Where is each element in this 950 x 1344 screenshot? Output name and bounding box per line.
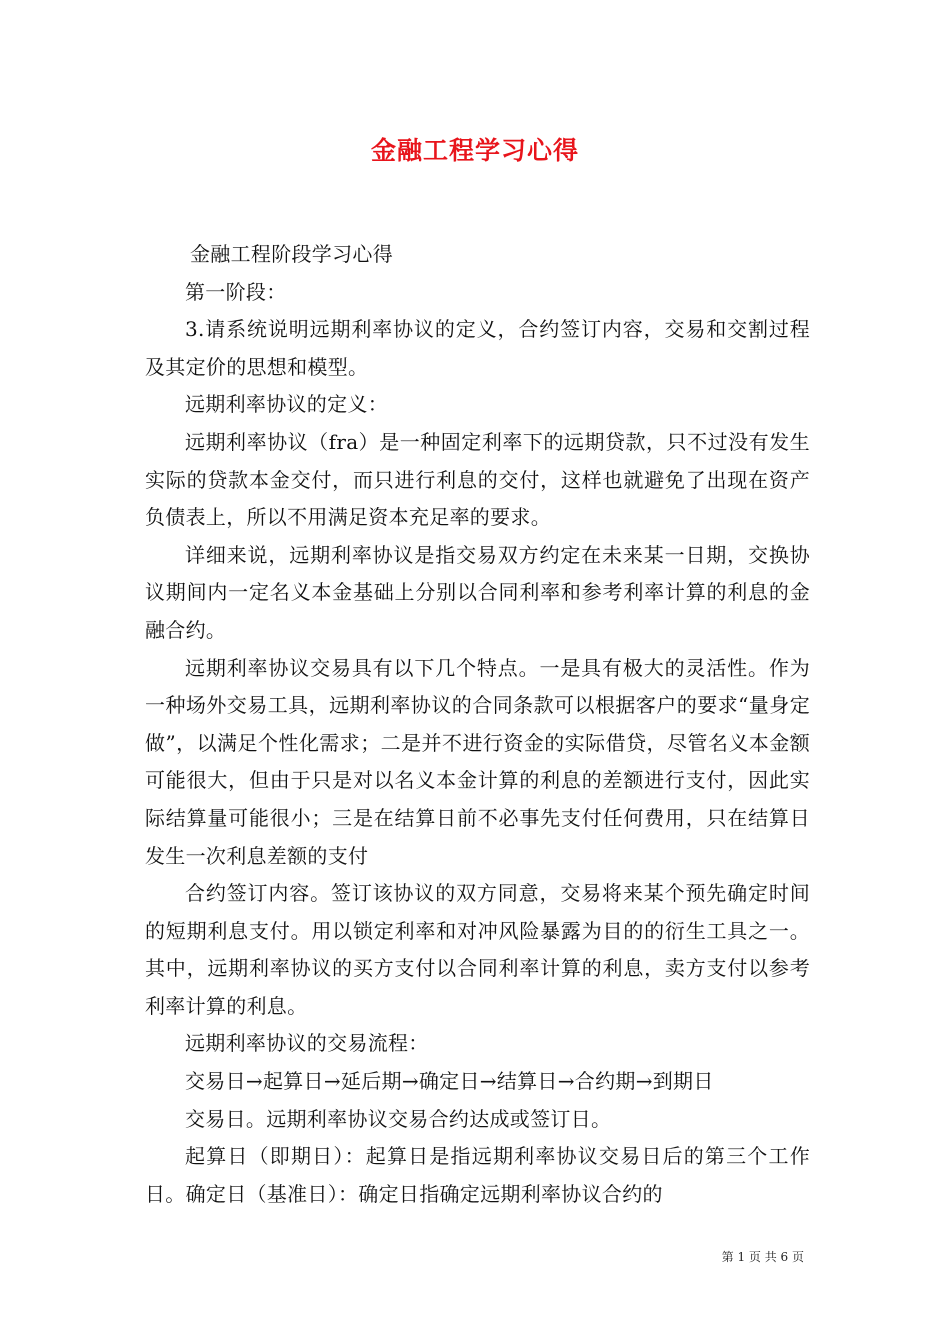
paragraph-features: 远期利率协议交易具有以下几个特点。一是具有极大的灵活性。作为一种场外交易工具，远期利率协议的合同条款可以根据客户的要求“量身定做”，以满足个性化需求；二是并不进行资金的实际借贷，尽管名义本金额可能很大，但由于只是对以名义本金计算的利息的差额进行支付，因此实际结算量可能很小；三是在结算日前不必事先支付任何费用，只在结算日发生一次利息差额的支付: [145, 655, 810, 868]
paragraph-definition: 远期利率协议（fra）是一种固定利率下的远期贷款，只不过没有发生实际的贷款本金交付，而只进行利息的交付，这样也就避免了出现在资产负债表上，所以不用满足资本充足率的要求。: [145, 429, 810, 530]
paragraph-definition-heading: 远期利率协议的定义：: [185, 392, 388, 417]
paragraph-contract-content: 合约签订内容。签订该协议的双方同意，交易将来某个预先确定时间的短期利息支付。用以锁定利率和对冲风险暴露为目的的衍生工具之一。其中，远期利率协议的买方支付以合同利率计算的利息，卖方支付以参考利率计算的利息。: [145, 881, 810, 1018]
paragraph-process-flow: 交易日→起算日→延后期→确定日→结算日→合约期→到期日: [185, 1069, 714, 1094]
paragraph-trade-date: 交易日。远期利率协议交易合约达成或签订日。: [185, 1106, 612, 1131]
paragraph-question: 3.请系统说明远期利率协议的定义，合约签订内容，交易和交割过程及其定价的思想和模型。: [145, 317, 810, 379]
document-body: [145, 236, 810, 1213]
document-title: 金融工程学习心得: [370, 136, 579, 165]
page-number-footer: 第 1 页 共 6 页: [721, 1250, 804, 1264]
paragraph-start-date: 起算日（即期日）：起算日是指远期利率协议交易日后的第三个工作日。确定日（基准日）：确定日指确定远期利率协议合约的: [145, 1144, 810, 1206]
paragraph-subtitle: 金融工程阶段学习心得: [190, 242, 393, 266]
paragraph-stage: 第一阶段：: [185, 279, 287, 304]
paragraph-detail: 详细来说，远期利率协议是指交易双方约定在未来某一日期，交换协议期间内一定名义本金基础上分别以合同利率和参考利率计算的利息的金融合约。: [145, 542, 810, 642]
paragraph-process-heading: 远期利率协议的交易流程：: [185, 1031, 429, 1056]
